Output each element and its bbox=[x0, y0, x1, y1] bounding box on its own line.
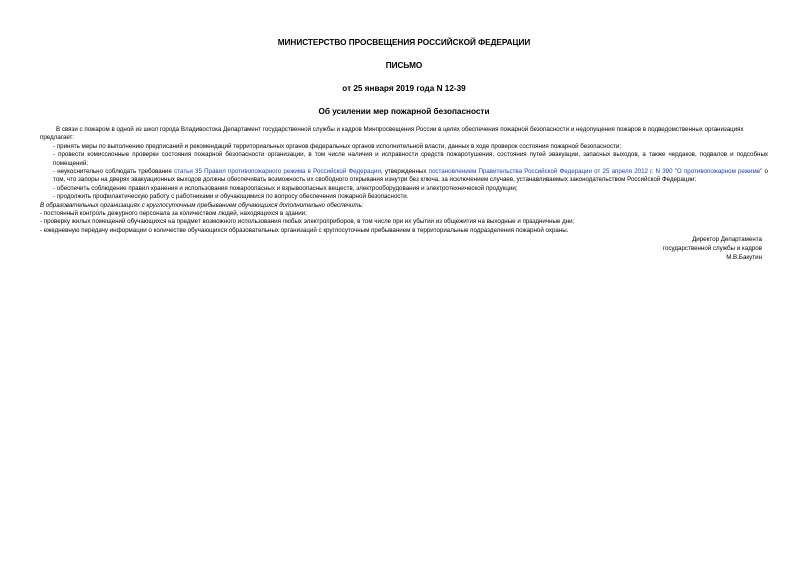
list-item: - принять меры по выполнению предписаний и рекомендаций территориальных органов федеральных органов исполнительной власти, данных в ходе проверок состояния пожарной безопасности; bbox=[53, 142, 622, 150]
list-item: - продолжить профилактическую работу с работниками и обучающимися по вопросу обеспечения пожарной безопасности. bbox=[53, 193, 409, 201]
signature-block bbox=[40, 235, 768, 262]
boarding-heading: В образовательных организациях с круглосуточным пребыванием обучающихся дополнительно обеспечить: bbox=[40, 201, 364, 209]
list-item: - провести комиссионные проверки состояния пожарной безопасности организации, в том числе наличия и исправности средств пожаротушения, состояния путей эвакуации, запасных выходов, а также чердаков, подвалов и подсобных помещений; bbox=[53, 151, 768, 167]
resolution-390-link[interactable]: постановлением Правительства Российской Федерации от 25 апреля 2012 г. N 390 "О противопожарном режиме" bbox=[428, 168, 763, 176]
list-item-requirement bbox=[40, 168, 768, 185]
document-type-heading: ПИСЬМО bbox=[385, 61, 423, 70]
proposes-paragraph: предлагает: bbox=[40, 134, 75, 142]
document-page bbox=[40, 30, 768, 262]
signature-name: М.В.Бакутин bbox=[726, 254, 762, 262]
list-item-text: о том, что запоры на дверях эвакуационных выходов должны обеспечивать возможность их свободного открывания изнутри без ключа, за исключением случаев, устанавливаемых законодательством Российской Федерации; bbox=[53, 168, 768, 184]
list-item-text: - неукоснительно соблюдать требование bbox=[53, 168, 175, 176]
subject-heading: Об усилении мер пожарной безопасности bbox=[318, 107, 490, 116]
document-body bbox=[40, 126, 768, 262]
list-item-text: , утвержденных bbox=[380, 168, 429, 176]
article-35-link[interactable]: статьи 35 Правил противопожарного режима в Российской Федерации bbox=[174, 168, 381, 176]
list-item: - ежедневную передачу информации о количестве обучающихся образовательных организаций с круглосуточным пребыванием в территориальные подразделения пожарной охраны. bbox=[40, 226, 569, 234]
signature-title: государственной службы и кадров bbox=[662, 245, 762, 253]
signature-title: Директор Департамента bbox=[692, 236, 762, 244]
list-item: - проверку жилых помещений обучающихся на предмет возможного использования любых электроприборов, в том числе при их убытии из общежития на выходные и праздничные дни; bbox=[40, 218, 575, 226]
date-number-heading: от 25 января 2019 года N 12-39 bbox=[342, 84, 466, 93]
list-item: - обеспечить соблюдение правил хранения и использования пожароопасных и взрывоопасных веществ, электрооборудования и электротехнической продукции; bbox=[53, 184, 518, 192]
ministry-heading: МИНИСТЕРСТВО ПРОСВЕЩЕНИЯ РОССИЙСКОЙ ФЕДЕРАЦИИ bbox=[277, 38, 531, 47]
list-item: - постоянный контроль дежурного персонала за количеством людей, находящихся в здании; bbox=[40, 210, 307, 218]
intro-paragraph: В связи с пожаром в одной из школ города Владивостока Департамент государственной службы и кадров Минпросвещения России в целях обеспечения пожарной безопасности и недопущения пожаров в подведомственных организациях bbox=[56, 126, 744, 133]
